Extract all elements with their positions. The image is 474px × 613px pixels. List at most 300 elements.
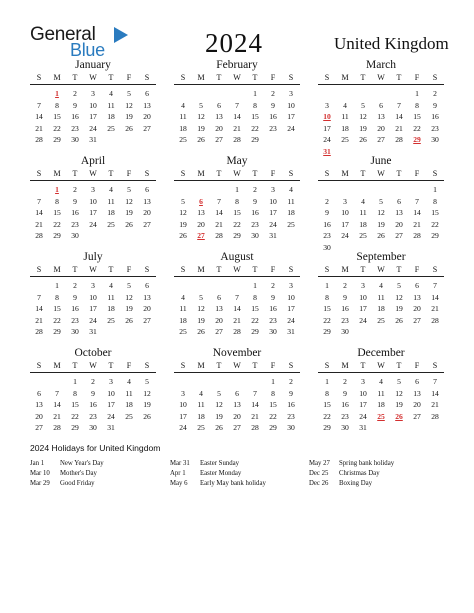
day-cell: 25 [179, 135, 187, 145]
day-cell: 2 [253, 185, 257, 194]
empty-day [174, 88, 192, 100]
day-cell: 20 [233, 411, 241, 421]
month-title: October [74, 347, 112, 359]
weekday-label: F [126, 169, 132, 178]
day-cell: 10 [269, 196, 277, 206]
day-grid [318, 376, 444, 434]
day-cell: 12 [395, 292, 403, 302]
weekday-label: T [360, 361, 366, 370]
day-cell: 4 [109, 89, 113, 98]
month-july [30, 250, 156, 338]
holiday-day-cell: 27 [197, 231, 205, 241]
empty-day [192, 88, 210, 100]
day-cell: 23 [287, 411, 295, 421]
day-cell: 24 [107, 411, 115, 421]
day-cell: 5 [379, 196, 383, 206]
day-cell: 4 [109, 281, 113, 290]
holiday-name: Early May bank holiday [200, 480, 266, 487]
weekday-label: T [72, 73, 78, 82]
day-cell: 19 [125, 304, 133, 314]
day-cell: 13 [143, 292, 151, 302]
day-cell: 6 [235, 388, 239, 398]
day-cell: 1 [253, 89, 257, 98]
month-title: February [216, 59, 258, 71]
empty-day [246, 376, 264, 388]
day-cell: 13 [395, 208, 403, 218]
day-cell: 15 [413, 112, 421, 122]
day-cell: 8 [433, 196, 437, 206]
weekday-header [30, 168, 156, 181]
day-cell: 7 [55, 388, 59, 398]
empty-day [336, 88, 354, 100]
month-title: July [83, 251, 103, 263]
day-cell: 6 [37, 388, 41, 398]
weekday-header [318, 264, 444, 277]
weekday-label: T [216, 361, 222, 370]
day-cell: 11 [359, 208, 367, 218]
day-cell: 17 [107, 400, 115, 410]
day-cell: 19 [143, 400, 151, 410]
day-cell: 30 [71, 327, 79, 337]
weekday-label: S [36, 73, 42, 82]
day-cell: 18 [107, 112, 115, 122]
day-cell: 9 [73, 196, 77, 206]
holiday-day-cell: 1 [55, 185, 59, 194]
day-cell: 27 [35, 423, 43, 433]
day-cell: 12 [215, 400, 223, 410]
weekday-header [30, 360, 156, 373]
day-cell: 27 [215, 327, 223, 337]
holiday-entry [170, 469, 310, 479]
weekday-label: S [324, 265, 330, 274]
day-cell: 2 [73, 281, 77, 290]
weekday-label: M [341, 73, 349, 82]
day-cell: 1 [73, 377, 77, 386]
day-cell: 10 [89, 100, 97, 110]
day-cell: 24 [89, 315, 97, 325]
holiday-day-cell: 10 [323, 112, 331, 122]
day-cell: 20 [395, 219, 403, 229]
weekday-label: S [432, 169, 438, 178]
holiday-entry [30, 469, 170, 479]
day-cell: 15 [251, 112, 259, 122]
day-grid [30, 376, 156, 434]
weekday-label: T [396, 73, 402, 82]
day-cell: 14 [251, 400, 259, 410]
day-cell: 9 [271, 292, 275, 302]
day-cell: 28 [233, 135, 241, 145]
holiday-name: Good Friday [60, 480, 95, 487]
day-cell: 25 [125, 411, 133, 421]
day-cell: 4 [181, 100, 185, 110]
day-cell: 23 [431, 123, 439, 133]
holiday-entry [30, 459, 170, 469]
day-cell: 31 [287, 327, 295, 337]
weekday-label: T [108, 169, 114, 178]
day-cell: 22 [53, 123, 61, 133]
day-cell: 4 [199, 388, 203, 398]
day-cell: 11 [377, 292, 385, 302]
day-cell: 8 [253, 292, 257, 302]
day-cell: 23 [269, 123, 277, 133]
day-cell: 29 [53, 135, 61, 145]
weekday-label: S [144, 73, 150, 82]
day-cell: 11 [179, 112, 187, 122]
day-cell: 23 [71, 219, 79, 229]
holiday-entry [170, 459, 310, 469]
day-cell: 18 [197, 411, 205, 421]
weekday-label: T [396, 265, 402, 274]
empty-day [192, 184, 210, 196]
month-april [30, 154, 156, 242]
day-cell: 14 [395, 112, 403, 122]
day-cell: 26 [179, 231, 187, 241]
holiday-day-cell: 31 [323, 146, 331, 156]
month-february [174, 58, 300, 146]
holiday-date: Mar 31 [170, 460, 190, 467]
day-cell: 17 [89, 304, 97, 314]
day-cell: 12 [197, 304, 205, 314]
weekday-label: S [288, 169, 294, 178]
day-cell: 3 [343, 196, 347, 206]
empty-day [30, 88, 48, 100]
day-cell: 15 [53, 112, 61, 122]
day-cell: 30 [341, 423, 349, 433]
weekday-label: S [288, 265, 294, 274]
day-cell: 17 [269, 208, 277, 218]
logo-text-general: General [30, 24, 96, 45]
day-cell: 12 [377, 208, 385, 218]
empty-day [174, 376, 192, 388]
day-cell: 24 [359, 315, 367, 325]
day-cell: 10 [341, 208, 349, 218]
day-cell: 23 [341, 315, 349, 325]
day-cell: 22 [71, 411, 79, 421]
day-cell: 13 [197, 208, 205, 218]
holiday-name: Easter Sunday [200, 460, 240, 467]
day-cell: 3 [361, 281, 365, 290]
day-cell: 21 [431, 304, 439, 314]
day-cell: 26 [125, 315, 133, 325]
day-cell: 12 [125, 196, 133, 206]
day-cell: 12 [179, 208, 187, 218]
holiday-day-cell: 25 [377, 411, 385, 421]
day-cell: 6 [397, 196, 401, 206]
day-cell: 11 [107, 196, 115, 206]
day-cell: 17 [287, 304, 295, 314]
day-cell: 14 [431, 388, 439, 398]
day-grid [318, 88, 444, 158]
day-grid [174, 184, 300, 242]
day-cell: 21 [251, 411, 259, 421]
day-cell: 28 [215, 231, 223, 241]
day-cell: 14 [233, 304, 241, 314]
day-cell: 5 [361, 100, 365, 110]
empty-day [228, 88, 246, 100]
day-cell: 18 [125, 400, 133, 410]
day-cell: 16 [431, 112, 439, 122]
day-cell: 3 [91, 281, 95, 290]
day-cell: 28 [251, 423, 259, 433]
day-cell: 9 [343, 388, 347, 398]
day-cell: 28 [35, 231, 43, 241]
day-cell: 15 [53, 208, 61, 218]
month-december [318, 346, 444, 434]
day-cell: 26 [215, 423, 223, 433]
day-cell: 31 [89, 135, 97, 145]
year-title: 2024 [205, 28, 263, 58]
day-cell: 25 [107, 123, 115, 133]
day-cell: 30 [71, 135, 79, 145]
day-cell: 18 [377, 400, 385, 410]
empty-day [30, 280, 48, 292]
day-cell: 25 [197, 423, 205, 433]
day-cell: 16 [71, 112, 79, 122]
day-cell: 10 [89, 196, 97, 206]
day-cell: 4 [361, 196, 365, 206]
day-cell: 20 [143, 112, 151, 122]
day-cell: 10 [179, 400, 187, 410]
day-cell: 18 [359, 219, 367, 229]
day-cell: 14 [35, 208, 43, 218]
day-cell: 14 [35, 304, 43, 314]
holiday-entry [170, 479, 310, 489]
holiday-name: Christmas Day [339, 470, 380, 477]
month-june [318, 154, 444, 254]
day-cell: 8 [325, 292, 329, 302]
weekday-label: W [89, 265, 97, 274]
empty-day [210, 280, 228, 292]
day-cell: 7 [415, 196, 419, 206]
day-cell: 19 [125, 112, 133, 122]
day-cell: 28 [35, 327, 43, 337]
weekday-label: M [341, 169, 349, 178]
day-cell: 26 [359, 135, 367, 145]
weekday-label: F [414, 169, 420, 178]
day-cell: 7 [235, 100, 239, 110]
empty-day [210, 184, 228, 196]
day-cell: 25 [179, 327, 187, 337]
empty-day [318, 184, 336, 196]
day-cell: 22 [233, 219, 241, 229]
holiday-entry [30, 479, 170, 489]
logo-text-blue: Blue [70, 40, 105, 60]
day-cell: 26 [125, 123, 133, 133]
day-cell: 25 [359, 231, 367, 241]
day-cell: 2 [325, 196, 329, 206]
day-cell: 2 [271, 89, 275, 98]
empty-day [30, 376, 48, 388]
weekday-label: W [233, 169, 241, 178]
day-cell: 3 [109, 377, 113, 386]
day-cell: 5 [199, 292, 203, 302]
day-cell: 7 [433, 281, 437, 290]
month-september [318, 250, 444, 338]
day-cell: 20 [197, 219, 205, 229]
day-cell: 11 [377, 388, 385, 398]
day-cell: 30 [89, 423, 97, 433]
holiday-name: Spring bank holiday [339, 460, 395, 467]
day-cell: 30 [71, 231, 79, 241]
weekday-label: T [360, 169, 366, 178]
day-cell: 5 [217, 388, 221, 398]
day-cell: 24 [179, 423, 187, 433]
day-grid [318, 184, 444, 254]
day-cell: 10 [107, 388, 115, 398]
weekday-label: T [360, 265, 366, 274]
day-cell: 18 [179, 315, 187, 325]
weekday-label: M [197, 361, 205, 370]
month-november [174, 346, 300, 434]
day-cell: 22 [53, 315, 61, 325]
weekday-header [174, 264, 300, 277]
weekday-label: W [377, 265, 385, 274]
day-cell: 2 [73, 89, 77, 98]
day-cell: 19 [179, 219, 187, 229]
day-grid [174, 280, 300, 338]
day-cell: 23 [71, 315, 79, 325]
holiday-entry [309, 479, 449, 489]
weekday-header [318, 72, 444, 85]
day-cell: 13 [35, 400, 43, 410]
day-cell: 27 [233, 423, 241, 433]
day-cell: 15 [233, 208, 241, 218]
day-cell: 8 [73, 388, 77, 398]
month-title: April [80, 155, 106, 167]
day-cell: 12 [359, 112, 367, 122]
holiday-date: Mar 29 [30, 480, 50, 487]
day-cell: 17 [341, 219, 349, 229]
day-cell: 23 [341, 411, 349, 421]
weekday-label: T [252, 361, 258, 370]
day-cell: 27 [143, 219, 151, 229]
day-cell: 4 [343, 100, 347, 110]
day-cell: 29 [251, 135, 259, 145]
weekday-header [318, 360, 444, 373]
day-cell: 22 [269, 411, 277, 421]
weekday-label: F [270, 265, 276, 274]
empty-day [174, 280, 192, 292]
day-cell: 19 [125, 208, 133, 218]
month-title: January [75, 59, 111, 71]
weekday-label: S [432, 361, 438, 370]
day-cell: 27 [413, 315, 421, 325]
day-cell: 26 [125, 219, 133, 229]
weekday-label: W [233, 361, 241, 370]
day-cell: 23 [89, 411, 97, 421]
day-cell: 8 [55, 196, 59, 206]
empty-day [354, 184, 372, 196]
day-cell: 1 [271, 377, 275, 386]
day-cell: 20 [215, 123, 223, 133]
day-cell: 22 [53, 219, 61, 229]
day-cell: 14 [233, 112, 241, 122]
empty-day [210, 376, 228, 388]
day-cell: 6 [415, 377, 419, 386]
day-cell: 15 [323, 400, 331, 410]
day-cell: 13 [143, 100, 151, 110]
day-grid [30, 280, 156, 338]
weekday-label: F [414, 265, 420, 274]
holidays-column [30, 459, 170, 489]
day-cell: 1 [325, 281, 329, 290]
weekday-label: W [89, 361, 97, 370]
day-cell: 30 [323, 242, 331, 252]
day-cell: 30 [287, 423, 295, 433]
day-cell: 16 [341, 304, 349, 314]
day-cell: 21 [233, 315, 241, 325]
weekday-label: S [36, 265, 42, 274]
holidays-column [170, 459, 310, 489]
day-cell: 24 [287, 123, 295, 133]
day-cell: 30 [269, 327, 277, 337]
day-cell: 20 [413, 400, 421, 410]
day-cell: 11 [107, 292, 115, 302]
day-cell: 6 [145, 281, 149, 290]
day-cell: 12 [125, 292, 133, 302]
day-cell: 7 [253, 388, 257, 398]
weekday-label: S [432, 265, 438, 274]
holiday-entry [309, 459, 449, 469]
day-cell: 21 [53, 411, 61, 421]
day-cell: 7 [397, 100, 401, 110]
weekday-label: W [233, 73, 241, 82]
month-october [30, 346, 156, 434]
day-grid [30, 88, 156, 146]
day-cell: 15 [53, 304, 61, 314]
day-cell: 30 [251, 231, 259, 241]
empty-day [336, 184, 354, 196]
day-cell: 24 [287, 315, 295, 325]
day-cell: 24 [359, 411, 367, 421]
weekday-header [174, 72, 300, 85]
day-cell: 13 [215, 304, 223, 314]
day-cell: 31 [359, 423, 367, 433]
day-cell: 25 [341, 135, 349, 145]
day-cell: 12 [395, 388, 403, 398]
country-title: United Kingdom [334, 34, 449, 53]
day-cell: 12 [125, 100, 133, 110]
day-cell: 10 [287, 292, 295, 302]
day-cell: 18 [107, 304, 115, 314]
day-cell: 20 [377, 123, 385, 133]
day-cell: 29 [251, 327, 259, 337]
day-cell: 4 [181, 292, 185, 302]
day-cell: 8 [253, 100, 257, 110]
holiday-date: May 6 [170, 480, 188, 487]
day-cell: 19 [197, 315, 205, 325]
weekday-label: S [144, 361, 150, 370]
day-cell: 29 [431, 231, 439, 241]
day-cell: 28 [53, 423, 61, 433]
day-cell: 16 [287, 400, 295, 410]
day-cell: 13 [215, 112, 223, 122]
day-cell: 27 [143, 315, 151, 325]
holiday-day-cell: 1 [55, 89, 59, 98]
weekday-label: M [197, 265, 205, 274]
day-cell: 9 [289, 388, 293, 398]
day-cell: 4 [379, 377, 383, 386]
weekday-label: T [108, 361, 114, 370]
empty-day [354, 88, 372, 100]
day-cell: 3 [91, 89, 95, 98]
day-cell: 5 [181, 196, 185, 206]
day-cell: 29 [323, 423, 331, 433]
day-cell: 24 [89, 123, 97, 133]
day-cell: 20 [143, 208, 151, 218]
weekday-label: S [288, 361, 294, 370]
day-cell: 8 [235, 196, 239, 206]
